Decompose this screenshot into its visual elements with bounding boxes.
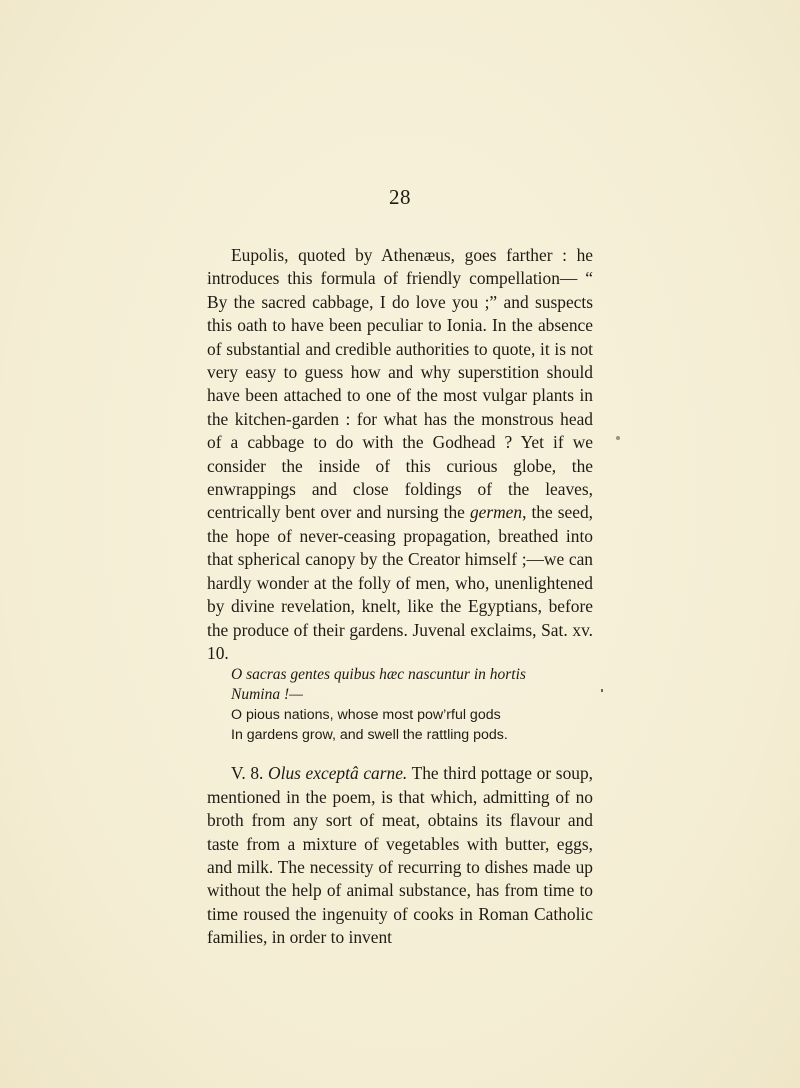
ink-speck xyxy=(601,689,603,692)
paragraph-1-text-a: Eupolis, quoted by Athenæus, goes farther : he introduces this formula of friendly compellation— “ By the sacred cabbage, I do love you ;” and suspects this oath to have been peculiar to Ionia. In the absence of substantial and credible authorities to quote, it is not very easy to guess how and why superstition should have been attached to one of the most vulgar plants in the kitchen-garden : for what has the monstrous head of a cabbage to do with the Godhead ? Yet if we consider the inside of this curious globe, the enwrappings and close foldings of the leaves, centrically bent over and nursing the xyxy=(207,245,593,523)
latin-quote-line-1: O sacras gentes quibus hæc nascuntur in hortis xyxy=(231,666,526,684)
latin-phrase: Olus exceptâ carne. xyxy=(268,763,408,784)
verse-reference: V. 8. xyxy=(231,763,264,784)
ink-dot xyxy=(616,436,620,440)
paragraph-2-text: The third pottage or soup, mentioned in the poem, is that which, admitting of no broth from any sort of meat, obtains its flavour and taste from a mixture of vegetables with butter, eggs, and milk. The necessity of recurring to dishes made up without the help of animal substance, has from time to time roused the ingenuity of cooks in Roman Catholic families, in order to invent xyxy=(207,763,594,948)
latin-quote xyxy=(207,665,593,705)
germen-italic: germen xyxy=(469,502,523,523)
english-quote-line-1: O pious nations, whose most pow’rful gods xyxy=(231,707,501,724)
paragraph-1-text-b: , the seed, the hope of never-ceasing propagation, breathed into that spherical canopy by the Creator himself ;—we can hardly wonder at the folly of men, who, unenlightened by divine revelation, knelt, like the Egyptians, before the produce of their gardens. Juvenal exclaims, Sat. xv. 10. xyxy=(207,502,593,663)
english-translation xyxy=(207,705,593,745)
page-number: 28 xyxy=(389,185,411,209)
english-quote-line-2: In gardens grow, and swell the rattling pods. xyxy=(231,727,508,744)
latin-quote-line-2: Numina !— xyxy=(231,686,303,704)
paragraph-cabbage-oath xyxy=(207,244,593,665)
paragraph-olus-excepta-carne xyxy=(207,762,593,949)
text-block xyxy=(207,244,593,950)
